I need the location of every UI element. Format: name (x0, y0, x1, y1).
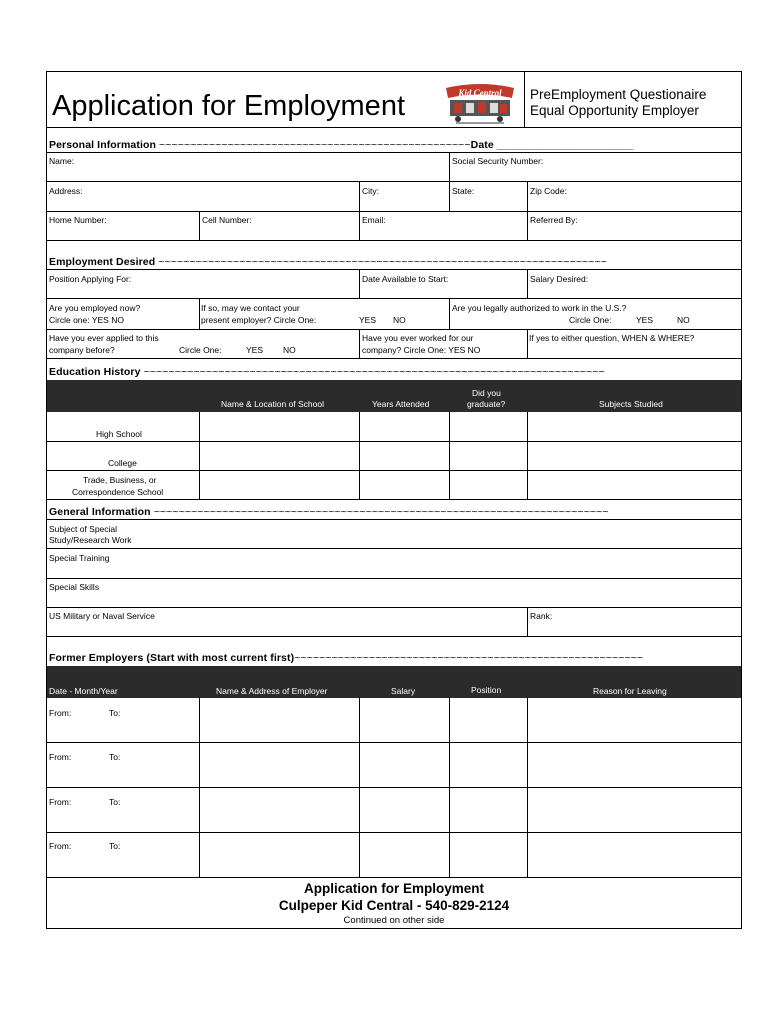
graduated-column-line2: graduate? (467, 399, 506, 409)
footer-continued: Continued on other side (343, 915, 445, 926)
cell-number-field[interactable]: Cell Number: (202, 215, 252, 225)
city-field[interactable]: City: (362, 186, 379, 196)
employer-name-column: Name & Address of Employer (216, 686, 328, 696)
zip-field[interactable]: Zip Code: (530, 186, 567, 196)
employed-now-question: Are you employed now? (49, 303, 141, 313)
header-rule (47, 127, 741, 128)
employer-3-from[interactable]: From: (49, 797, 72, 807)
school-name-column: Name & Location of School (221, 399, 325, 409)
contact-no-option[interactable]: NO (393, 315, 406, 325)
header-right (530, 87, 706, 119)
equal-opportunity-label: Equal Opportunity Employer (530, 103, 699, 118)
ssn-field[interactable]: Social Security Number: (452, 156, 544, 166)
special-study-field[interactable]: Subject of Special (49, 524, 118, 534)
kid-central-logo (442, 82, 518, 126)
authorized-circle: Circle One: (569, 315, 612, 325)
footer-title: Application for Employment (303, 881, 484, 896)
questionaire-label: PreEmployment Questionaire (530, 87, 707, 102)
employer-2-from[interactable]: From: (49, 752, 72, 762)
date-column: Date - Month/Year (49, 686, 118, 696)
position-field[interactable]: Position Applying For: (49, 274, 132, 284)
employer-2-to[interactable]: To: (109, 752, 121, 762)
authorized-no-option[interactable]: NO (677, 315, 690, 325)
trade-school-row-line2: Correspondence School (72, 487, 164, 497)
high-school-row: High School (96, 429, 142, 439)
application-form (46, 71, 742, 929)
salary-desired-field[interactable]: Salary Desired: (530, 274, 589, 284)
worked-before-question: Have you ever worked for our (362, 333, 474, 343)
when-where-field[interactable]: If yes to either question, WHEN & WHERE? (529, 333, 695, 343)
applied-before-line2: company before? (49, 345, 115, 355)
contact-employer-circle: present employer? Circle One: (201, 315, 317, 325)
authorized-yes-option[interactable]: YES (636, 315, 654, 325)
rank-field[interactable]: Rank: (530, 611, 553, 621)
military-service-field[interactable]: US Military or Naval Service (49, 611, 155, 621)
contact-employer-question: If so, may we contact your (201, 303, 300, 313)
employed-now-options[interactable]: Circle one: YES NO (49, 315, 124, 325)
referred-by-field[interactable]: Referred By: (530, 215, 578, 225)
employment-desired-heading: Employment Desired ~~~~~~~~~~~~~~~~~~~~~~~~~~~~~~~~~~~~~~~~~~~~~~~~~~~~~~~~~~~~~~~~~~~~~~~~ (49, 256, 607, 268)
applied-yes-option[interactable]: YES (246, 345, 264, 355)
graduated-column: Did you (472, 388, 501, 398)
trade-school-row: Trade, Business, or (83, 475, 157, 485)
education-heading: Education History ~~~~~~~~~~~~~~~~~~~~~~~~~~~~~~~~~~~~~~~~~~~~~~~~~~~~~~~~~~~~~~~~~~~~~~~~~~ (49, 366, 605, 378)
page-title: Application for Employment (52, 90, 405, 122)
address-field[interactable]: Address: (49, 186, 83, 196)
date-available-field[interactable]: Date Available to Start: (362, 274, 449, 284)
salary-column: Salary (391, 686, 416, 696)
header-divider (524, 72, 525, 127)
email-field[interactable]: Email: (362, 215, 386, 225)
subjects-column: Subjects Studied (599, 399, 663, 409)
employer-3-to[interactable]: To: (109, 797, 121, 807)
applied-no-option[interactable]: NO (283, 345, 296, 355)
worked-before-options[interactable]: company? Circle One: YES NO (362, 345, 481, 355)
contact-yes-option[interactable]: YES (359, 315, 377, 325)
employer-4-from[interactable]: From: (49, 841, 72, 851)
special-study-field-line2: Study/Research Work (49, 535, 132, 545)
state-field[interactable]: State: (452, 186, 475, 196)
employer-1-from[interactable]: From: (49, 708, 72, 718)
applied-before-circle: Circle One: (179, 345, 222, 355)
employer-4-to[interactable]: To: (109, 841, 121, 851)
position-column: Position (471, 685, 502, 695)
personal-info-heading: Personal Information ~~~~~~~~~~~~~~~~~~~~~~~~~~~~~~~~~~~~~~~~~~~~~~~~~~Date _______________________ (49, 139, 634, 151)
special-skills-field[interactable]: Special Skills (49, 582, 100, 592)
years-attended-column: Years Attended (372, 399, 430, 409)
reason-leaving-column: Reason for Leaving (593, 686, 667, 696)
applied-before-question: Have you ever applied to this (49, 333, 159, 343)
svg-text:Kid Central: Kid Central (458, 88, 502, 98)
general-info-heading: General Information ~~~~~~~~~~~~~~~~~~~~~~~~~~~~~~~~~~~~~~~~~~~~~~~~~~~~~~~~~~~~~~~~~~~~~~~~~ (49, 506, 609, 518)
special-training-field[interactable]: Special Training (49, 553, 110, 563)
date-field[interactable]: Date _______________________ (470, 139, 634, 151)
authorized-question: Are you legally authorized to work in the U.S.? (452, 303, 627, 313)
home-number-field[interactable]: Home Number: (49, 215, 107, 225)
former-employers-heading: Former Employers (Start with most current first)~~~~~~~~~~~~~~~~~~~~~~~~~~~~~~~~~~~~~~~~~~~~~~~~~~~~~~~~ (49, 652, 644, 664)
name-field[interactable]: Name: (49, 156, 75, 166)
education-header-row (47, 380, 741, 412)
college-row: College (108, 458, 137, 468)
employer-1-to[interactable]: To: (109, 708, 121, 718)
footer-contact: Culpeper Kid Central - 540-829-2124 (278, 898, 510, 913)
employers-header-row (47, 666, 741, 698)
